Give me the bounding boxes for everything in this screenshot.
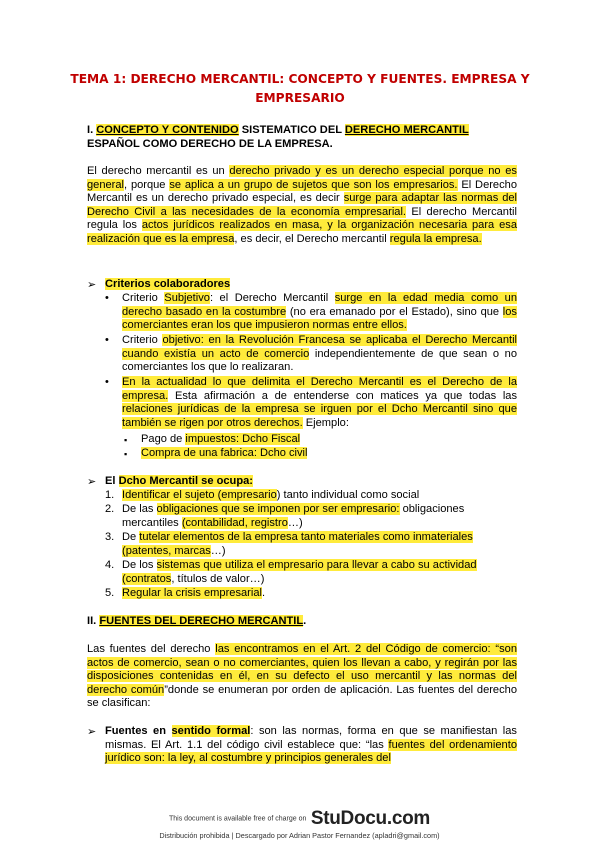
text-run: Las fuentes del derecho xyxy=(87,643,216,655)
text-run: independientemente de que sean o no comerciantes los que lo realizaran. xyxy=(122,347,517,374)
criterio-objetivo xyxy=(122,334,517,375)
text-run: Fuentes en xyxy=(105,725,172,737)
highlight-run: fuentes del ordenamiento jurídico son: la ley, al costumbre y principios generales del xyxy=(105,738,517,765)
text-run: . xyxy=(303,615,307,627)
highlight-run: surge en la edad media como un derecho basado en la costumbre xyxy=(122,292,517,318)
text-run: : son las normas, forma en que se manifiestan las mismas. El Art. 1.1 del código civil establece que: “las xyxy=(105,725,517,751)
studocu-banner xyxy=(0,808,599,830)
highlight-run: tutelar elementos de la empresa tanto materiales como inmateriales (patentes, marcas xyxy=(122,531,473,557)
ocupa-item-5 xyxy=(122,587,517,601)
text-run: El Derecho Mercantil es un derecho privado especial, es decir xyxy=(87,178,517,205)
text-run: El derecho Mercantil regula los xyxy=(87,205,517,232)
highlight-run: En la actualidad lo que delimita el Derecho Mercantil es el Derecho de la empresa. xyxy=(122,376,517,402)
list-number: 4. xyxy=(105,559,115,571)
highlight-run: Regular la crisis empresarial xyxy=(122,587,262,599)
highlight-run: las encontramos en el Art. 2 del Código de comercio: “son actos de comercio, sean o no comerciantes, quien los llevan a cabo, y regirán por las disposiciones contenidas en él, en su defecto el uso mercantil y las normas del derecho común xyxy=(87,643,517,696)
criterio-actualidad xyxy=(122,376,517,430)
section-2-number: II. xyxy=(87,615,100,627)
text-run: …) xyxy=(287,516,303,529)
text-run: , títulos de valor…) xyxy=(171,572,265,585)
section-1-heading-part: DERECHO MERCANTIL xyxy=(344,124,469,136)
square-bullet-icon: ▪ xyxy=(124,449,128,459)
text-run: De los xyxy=(122,559,157,571)
highlight-run: obligaciones que se imponen por ser empresario: xyxy=(156,503,400,515)
highlight-run: sistemas que utiliza el empresario para llevar a cabo su actividad (contratos xyxy=(122,559,477,585)
text-run: obligaciones mercantiles xyxy=(122,503,465,529)
square-bullet-icon: ▪ xyxy=(124,435,128,445)
highlight-run: surge para adaptar las normas del Derecho Civil a las necesidades de la economía empresarial. xyxy=(87,192,517,218)
text-run: Criterio xyxy=(122,292,165,304)
bullet-icon: • xyxy=(105,292,109,304)
studocu-logo[interactable]: StuDocu.com xyxy=(310,808,430,829)
highlight-run: Dcho Mercantil se ocupa: xyxy=(118,475,253,487)
distribution-notice: Distribución prohibida | Descargado por Adrian Pastor Fernandez (apladri@gmail.com) xyxy=(159,831,440,840)
arrow-bullet-icon: ➢ xyxy=(87,279,97,291)
highlight-run: impuestos: Dcho Fiscal xyxy=(185,433,301,445)
section-2-heading xyxy=(87,615,517,629)
text-run: ) tanto individual como social xyxy=(276,489,420,501)
highlight-run: actos jurídicos realizados en masa, y la organización necesaria para esa realización que es la empresa xyxy=(87,219,517,245)
bullet-icon: • xyxy=(105,376,109,388)
arrow-bullet-icon: ➢ xyxy=(87,476,97,488)
section-1-heading-part: SISTEMATICO DEL xyxy=(238,124,345,136)
ocupa-item-4 xyxy=(122,559,517,586)
section-1-number: I. xyxy=(87,124,97,136)
ocupa-item-2 xyxy=(122,503,517,530)
text-run: , es decir, el Derecho mercantil xyxy=(234,232,390,245)
criterio-subjetivo xyxy=(122,292,517,333)
document-title: TEMA 1: DERECHO MERCANTIL: CONCEPTO Y FUENTES. EMPRESA Y EMPRESARIO xyxy=(70,72,530,105)
text-run: Ejemplo: xyxy=(302,416,349,429)
arrow-bullet-icon: ➢ xyxy=(87,726,97,738)
text-run: El xyxy=(105,475,119,487)
section-2-paragraph xyxy=(87,643,517,711)
highlight-run: Criterios colaboradores xyxy=(105,278,231,290)
list-number: 1. xyxy=(105,489,115,501)
ocupa-item-3 xyxy=(122,531,517,558)
highlight-run: relaciones jurídicas de la empresa se irguen por el Dcho Mercantil sino que también se rigen por otros derechos. xyxy=(122,403,517,429)
availability-text: This document is available free of charge on xyxy=(169,815,307,823)
text-run: ”donde se enumeran por orden de aplicación. Las fuentes del derecho se clasifican: xyxy=(87,683,517,710)
text-run: : el Derecho Mercantil xyxy=(209,292,335,304)
text-run: De las xyxy=(122,503,157,515)
ejemplo-fiscal xyxy=(141,433,300,447)
highlight-run: FUENTES DEL DERECHO MERCANTIL xyxy=(99,615,304,627)
ejemplo-civil xyxy=(141,447,307,461)
ocupa-heading xyxy=(105,475,253,489)
criterios-heading xyxy=(105,278,230,292)
highlight-run: (contabilidad, registro xyxy=(181,516,288,529)
highlight-run: Identificar el sujeto (empresario xyxy=(122,489,277,501)
highlight-run: se aplica a un grupo de sujetos que son los empresarios. xyxy=(169,178,458,191)
text-run: . xyxy=(261,587,266,599)
list-number: 5. xyxy=(105,587,115,599)
text-run: El derecho mercantil es un xyxy=(87,165,230,177)
text-run: (no era emanado por el Estado), sino que xyxy=(286,305,503,318)
highlight-run: los comerciantes eran los que impusieron normas entre ellos. xyxy=(122,305,517,332)
fuentes-sentido-formal xyxy=(105,725,517,766)
text-run: …) xyxy=(210,544,226,557)
text-run: Pago de xyxy=(141,433,186,445)
highlight-run: regula la empresa. xyxy=(389,232,482,245)
section-1-heading xyxy=(87,124,517,151)
highlight-run: Subjetivo xyxy=(164,292,210,304)
section-1-paragraph xyxy=(87,165,517,247)
text-run: De xyxy=(122,531,140,543)
section-1-heading-part: ESPAÑOL COMO DERECHO DE LA EMPRESA. xyxy=(87,137,333,150)
section-1-heading-part: CONCEPTO Y CONTENIDO xyxy=(96,124,239,136)
text-run: Esta afirmación a de entenderse con matices ya que todas las xyxy=(168,389,517,402)
list-number: 2. xyxy=(105,503,115,515)
list-number: 3. xyxy=(105,531,115,543)
highlight-run: derecho privado y es un derecho especial porque no es general xyxy=(87,165,517,191)
text-run: Criterio xyxy=(122,334,163,346)
highlight-run: objetivo: en la Revolución Francesa se aplicaba el Derecho Mercantil cuando existía un acto de comercio xyxy=(122,334,517,360)
highlight-run: sentido formal xyxy=(171,725,251,737)
bullet-icon: • xyxy=(105,334,109,346)
ocupa-item-1 xyxy=(122,489,517,503)
text-run: , porque xyxy=(124,178,170,191)
highlight-run: Compra de una fabrica: Dcho civil xyxy=(141,447,308,459)
